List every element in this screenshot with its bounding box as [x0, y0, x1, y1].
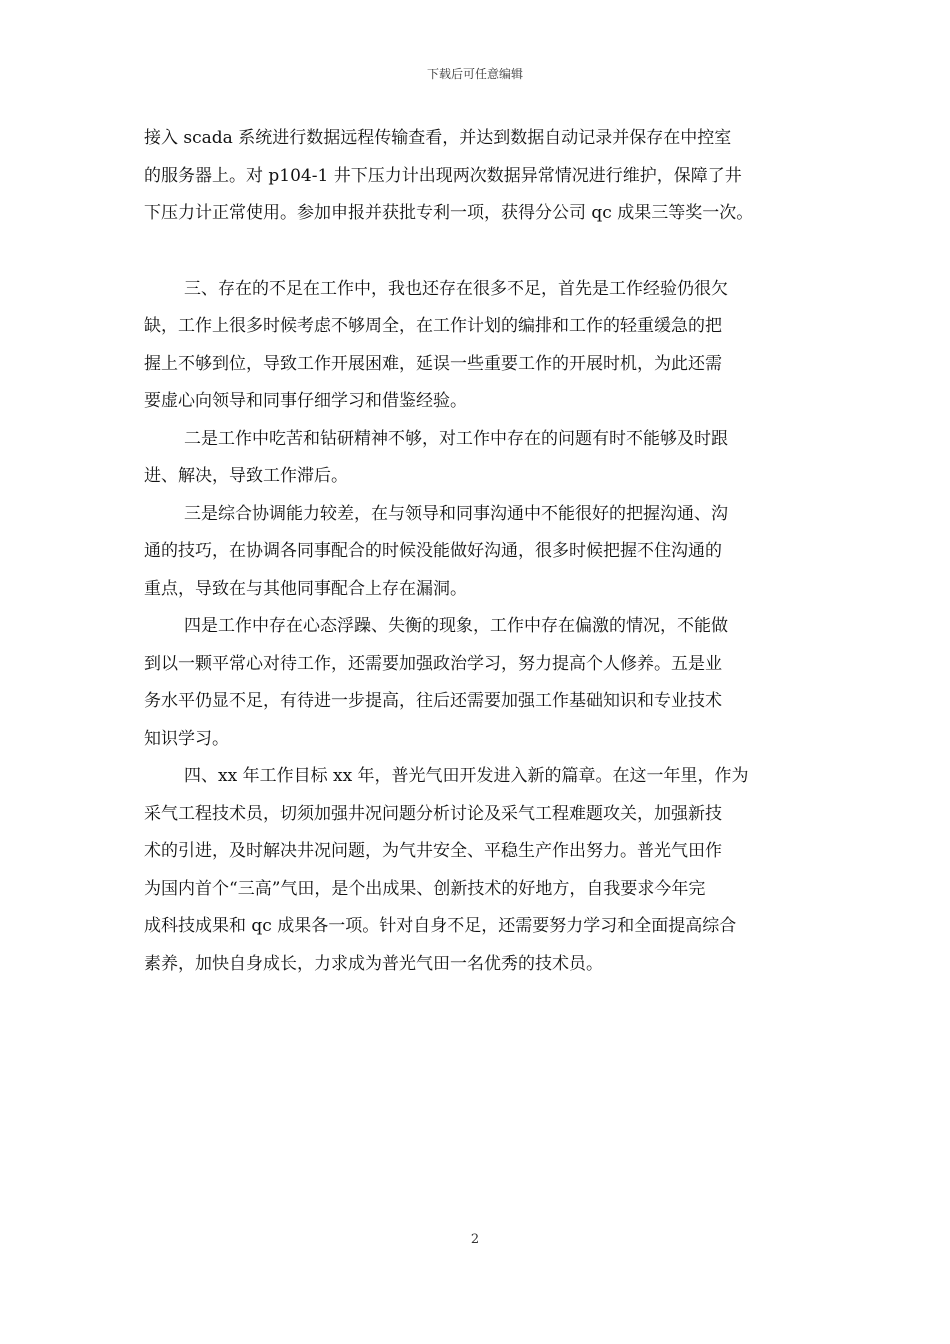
text-line: 四、xx 年工作目标 xx 年，普光气田开发进入新的篇章。在这一年里，作为: [184, 766, 749, 786]
text-line: 采气工程技术员，切须加强井况问题分析讨论及采气工程难题攻关，加强新技: [144, 803, 722, 824]
text-line: 的服务器上。对 p104-1 井下压力计出现两次数据异常情况进行维护，保障了井: [144, 165, 742, 186]
text-line: 四是工作中存在心态浮躁、失衡的现象，工作中存在偏激的情况，不能做: [184, 616, 728, 636]
text-line: 三是综合协调能力较差，在与领导和同事沟通中不能很好的把握沟通、沟: [184, 503, 728, 524]
text-line: 术的引进，及时解决井况问题，为气井安全、平稳生产作出努力。普光气田作: [144, 841, 722, 861]
text-line: 通的技巧，在协调各同事配合的时候没能做好沟通，很多时候把握不住沟通的: [144, 541, 722, 561]
page-number: 2: [470, 1232, 480, 1247]
paragraph-4: [144, 496, 812, 609]
paragraph-6: [144, 758, 812, 983]
text-line: 为国内首个“三高”气田，是个出成果、创新技术的好地方，自我要求今年完: [144, 878, 706, 899]
paragraph-3: [144, 421, 812, 496]
text-line: 素养，加快自身成长，力求成为普光气田一名优秀的技术员。: [144, 953, 603, 974]
paragraph-2: [144, 271, 812, 421]
text-line: 务水平仍显不足，有待进一步提高，往后还需要加强工作基础知识和专业技术: [144, 691, 722, 711]
document-body: [144, 120, 812, 983]
paragraph-1: [144, 120, 812, 233]
text-line: 三、存在的不足在工作中，我也还存在很多不足，首先是工作经验仍很欠: [184, 278, 728, 299]
text-line: 进、解决，导致工作滞后。: [144, 466, 348, 486]
text-line: 要虚心向领导和同事仔细学习和借鉴经验。: [144, 391, 467, 411]
text-line: 二是工作中吃苦和钻研精神不够，对工作中存在的问题有时不能够及时跟: [184, 428, 728, 449]
text-line: 重点，导致在与其他同事配合上存在漏洞。: [144, 578, 467, 599]
page-header: 下载后可任意编辑: [426, 67, 523, 81]
text-line: 缺，工作上很多时候考虑不够周全，在工作计划的编排和工作的轻重缓急的把: [144, 316, 722, 336]
text-line: 知识学习。: [144, 728, 229, 749]
text-line: 成科技成果和 qc 成果各一项。针对自身不足，还需要努力学习和全面提高综合: [144, 916, 737, 936]
text-line: 下压力计正常使用。参加申报并获批专利一项，获得分公司 qc 成果三等奖一次。: [144, 203, 754, 223]
text-line: 接入 scada 系统进行数据远程传输查看，并达到数据自动记录并保存在中控室: [144, 128, 732, 148]
text-line: 握上不够到位，导致工作开展困难，延误一些重要工作的开展时机，为此还需: [144, 353, 722, 374]
paragraph-5: [144, 608, 812, 758]
text-line: 到以一颗平常心对待工作，还需要加强政治学习，努力提高个人修养。五是业: [144, 653, 722, 674]
